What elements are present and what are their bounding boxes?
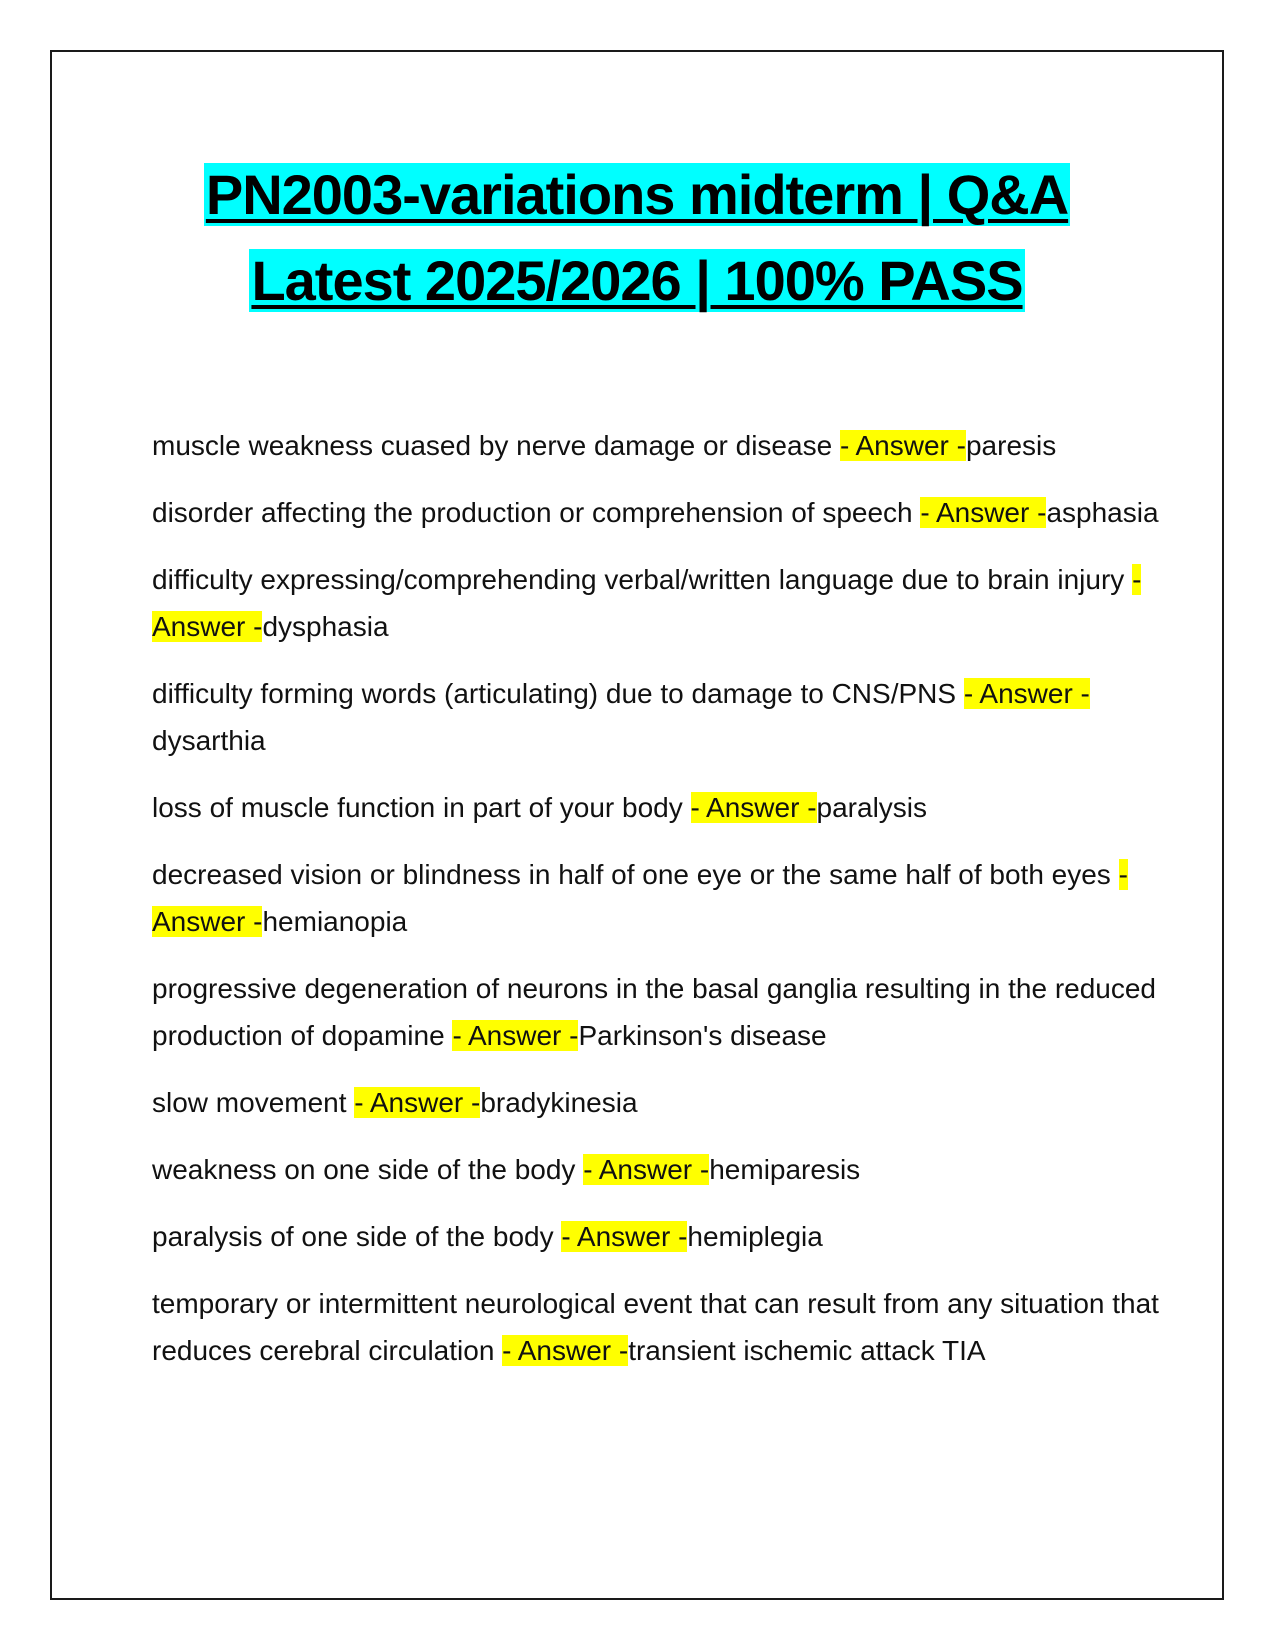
- qa-item: [152, 965, 1182, 1059]
- question-text: slow movement: [152, 1087, 355, 1118]
- answer-text: asphasia: [1046, 497, 1159, 528]
- question-text: temporary or intermittent neurological event that can result from any situation that reduces cerebral circulation: [152, 1288, 1159, 1366]
- question-text: progressive degeneration of neurons in the basal ganglia resulting in the reduced production of dopamine: [152, 973, 1157, 1051]
- answer-text: transient ischemic attack TIA: [628, 1335, 986, 1366]
- qa-list: [152, 422, 1182, 1394]
- qa-item: [152, 1280, 1182, 1374]
- question-text: paralysis of one side of the body: [152, 1221, 562, 1252]
- answer-marker: - Answer -: [561, 1221, 688, 1252]
- title-line-1: [52, 152, 1222, 238]
- answer-text: paresis: [965, 430, 1057, 461]
- answer-marker: - Answer -: [152, 564, 1142, 642]
- question-text: disorder affecting the production or comprehension of speech: [152, 497, 921, 528]
- question-text: difficulty forming words (articulating) due to damage to CNS/PNS: [152, 678, 964, 709]
- answer-marker: - Answer -: [583, 1154, 710, 1185]
- qa-item: [152, 851, 1182, 945]
- answer-text: dysarthia: [152, 725, 266, 756]
- answer-marker: - Answer -: [963, 678, 1090, 709]
- answer-text: hemianopia: [262, 906, 408, 937]
- title-text-1: PN2003-variations midterm | Q&A: [205, 163, 1069, 226]
- qa-item: [152, 1213, 1182, 1260]
- document-title: [52, 152, 1222, 324]
- answer-marker: - Answer -: [690, 792, 817, 823]
- answer-text: Parkinson's disease: [578, 1020, 827, 1051]
- question-text: loss of muscle function in part of your body: [152, 792, 691, 823]
- question-text: difficulty expressing/comprehending verbal/written language due to brain injury: [152, 564, 1133, 595]
- title-text-2: Latest 2025/2026 | 100% PASS: [251, 249, 1023, 312]
- qa-item: [152, 670, 1182, 764]
- answer-marker: - Answer -: [920, 497, 1047, 528]
- page-border: [50, 50, 1224, 1600]
- answer-text: hemiplegia: [687, 1221, 823, 1252]
- answer-marker: - Answer -: [839, 430, 966, 461]
- answer-text: dysphasia: [262, 611, 389, 642]
- qa-item: [152, 489, 1182, 536]
- qa-item: [152, 1146, 1182, 1193]
- answer-marker: - Answer -: [452, 1020, 579, 1051]
- answer-marker: - Answer -: [502, 1335, 629, 1366]
- answer-marker: - Answer -: [152, 859, 1128, 937]
- question-text: decreased vision or blindness in half of one eye or the same half of both eyes: [152, 859, 1119, 890]
- qa-item: [152, 556, 1182, 650]
- qa-item: [152, 784, 1182, 831]
- answer-text: bradykinesia: [480, 1087, 638, 1118]
- answer-text: paralysis: [816, 792, 928, 823]
- title-line-2: [52, 238, 1222, 324]
- question-text: muscle weakness cuased by nerve damage or disease: [152, 430, 840, 461]
- qa-item: [152, 1079, 1182, 1126]
- qa-item: [152, 422, 1182, 469]
- answer-marker: - Answer -: [354, 1087, 481, 1118]
- question-text: weakness on one side of the body: [152, 1154, 584, 1185]
- answer-text: hemiparesis: [709, 1154, 861, 1185]
